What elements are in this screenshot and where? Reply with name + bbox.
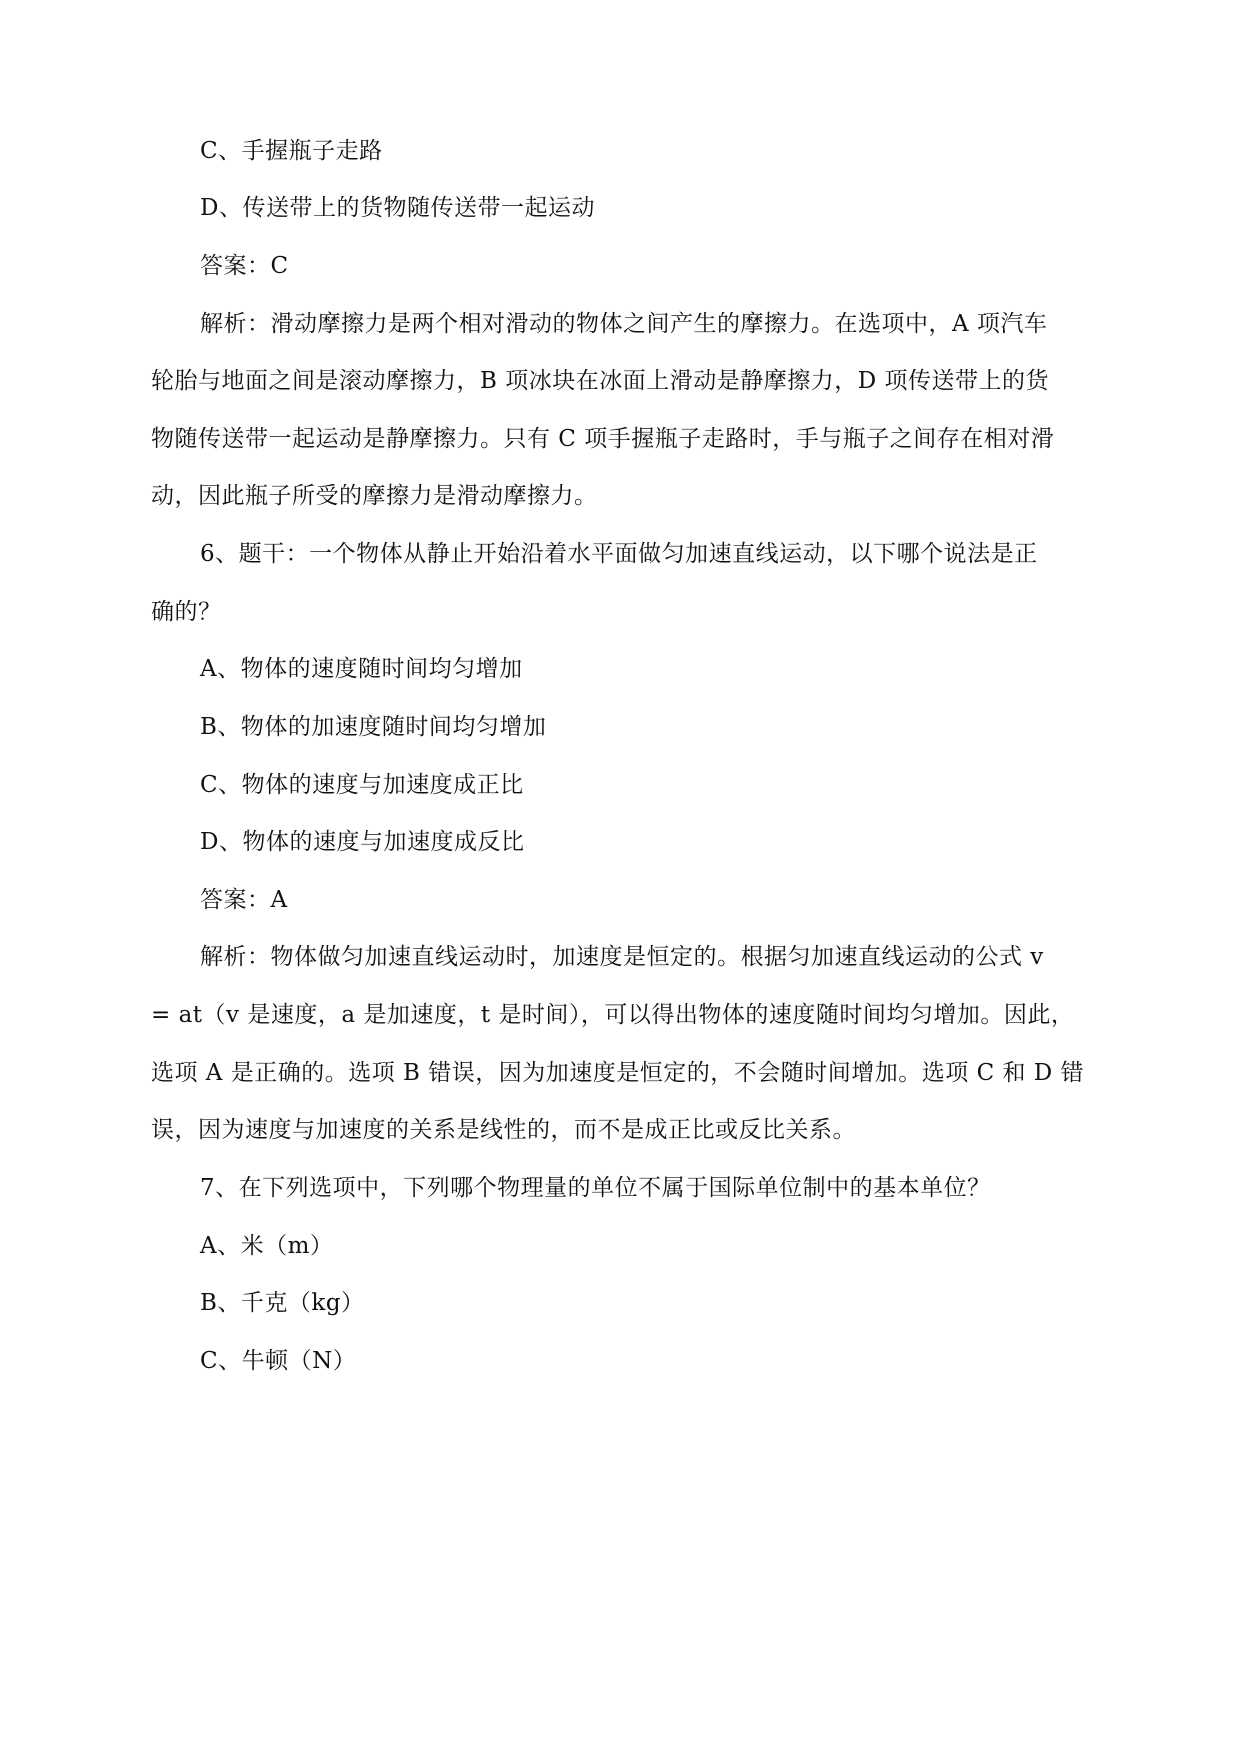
q6-stem-line-2: 确的？: [151, 599, 222, 625]
q5-answer: 答案：C: [200, 253, 289, 279]
q6-analysis-line-1: 解析：物体做匀加速直线运动时，加速度是恒定的。根据匀加速直线运动的公式 v: [200, 944, 1044, 970]
q5-analysis-line-1: 解析：滑动摩擦力是两个相对滑动的物体之间产生的摩擦力。在选项中，A 项汽车: [200, 311, 1048, 337]
q5-analysis-line-2: 轮胎与地面之间是滚动摩擦力，B 项冰块在冰面上滑动是静摩擦力，D 项传送带上的货: [151, 368, 1049, 394]
q7-stem: 7、在下列选项中，下列哪个物理量的单位不属于国际单位制中的基本单位？: [200, 1175, 991, 1201]
q6-analysis-line-2: = at（v 是速度，a 是加速度，t 是时间），可以得出物体的速度随时间均匀增加。因此，: [151, 1002, 1075, 1028]
q6-option-a: A、物体的速度随时间均匀增加: [200, 656, 523, 682]
q7-option-c: C、牛顿（N）: [200, 1348, 357, 1374]
q7-option-a: A、米（m）: [200, 1233, 334, 1259]
q6-stem-line-1: 6、题干：一个物体从静止开始沿着水平面做匀加速直线运动，以下哪个说法是正: [200, 541, 1038, 567]
q6-analysis-line-3: 选项 A 是正确的。选项 B 错误，因为加速度是恒定的，不会随时间增加。选项 C 和 D 错: [151, 1060, 1085, 1086]
q6-option-d: D、物体的速度与加速度成反比: [200, 829, 525, 855]
q5-analysis-line-3: 物随传送带一起运动是静摩擦力。只有 C 项手握瓶子走路时，手与瓶子之间存在相对滑: [151, 426, 1055, 452]
q5-option-c: C、手握瓶子走路: [200, 138, 383, 164]
q6-analysis-line-4: 误，因为速度与加速度的关系是线性的，而不是成正比或反比关系。: [151, 1117, 856, 1143]
q6-option-c: C、物体的速度与加速度成正比: [200, 772, 524, 798]
q5-option-d: D、传送带上的货物随传送带一起运动: [200, 195, 595, 221]
q6-answer: 答案：A: [200, 887, 288, 913]
q5-analysis-line-4: 动，因此瓶子所受的摩擦力是滑动摩擦力。: [151, 483, 598, 509]
q6-option-b: B、物体的加速度随时间均匀增加: [200, 714, 547, 740]
q7-option-b: B、千克（kg）: [200, 1290, 365, 1316]
